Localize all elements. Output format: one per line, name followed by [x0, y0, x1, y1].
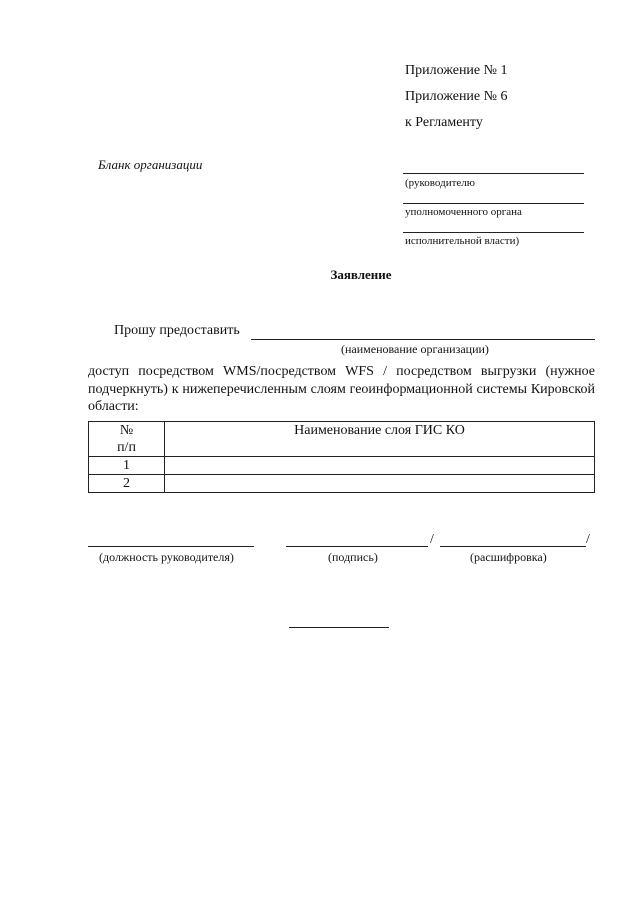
- to-regulation-label: к Регламенту: [405, 115, 483, 130]
- closing-separator: [289, 627, 389, 628]
- appendix-number-6: Приложение № 6: [405, 89, 508, 104]
- layers-table: [88, 421, 595, 493]
- position-label: (должность руководителя): [99, 550, 234, 564]
- slash-separator-1: /: [430, 532, 434, 547]
- decoding-line: [440, 546, 586, 547]
- table-row: [89, 475, 595, 493]
- col-number-line2: п/п: [117, 440, 136, 455]
- table-row: [89, 457, 595, 475]
- addressee-text-1: (руководителю: [405, 177, 475, 189]
- slash-separator-2: /: [586, 532, 590, 547]
- addressee-line-3: [403, 232, 584, 233]
- row-number: 2: [89, 475, 165, 493]
- org-name-hint: (наименование организации): [341, 342, 489, 356]
- col-number-header: [89, 422, 165, 457]
- addressee-line-2: [403, 203, 584, 204]
- row-number: 1: [89, 457, 165, 475]
- col-name-header: Наименование слоя ГИС КО: [165, 422, 595, 457]
- org-name-line: [251, 339, 595, 340]
- table-header-row: [89, 422, 595, 457]
- request-lead: Прошу предоставить: [114, 323, 240, 338]
- addressee-line-1: [403, 173, 584, 174]
- row-layer-name[interactable]: [165, 457, 595, 475]
- row-layer-name[interactable]: [165, 475, 595, 493]
- org-form-label: Бланк организации: [98, 157, 203, 172]
- decoding-label: (расшифровка): [470, 550, 547, 564]
- signature-line: [286, 546, 428, 547]
- appendix-number-1: Приложение № 1: [405, 63, 508, 78]
- col-number-line1: №: [119, 423, 134, 438]
- signature-label: (подпись): [328, 550, 378, 564]
- request-body: доступ посредством WMS/посредством WFS / посредством выгрузки (нужное подчеркнуть) к нижеперечисленным слоям геоинформационной системы Кировской области:: [88, 364, 595, 414]
- addressee-text-2: уполномоченного органа: [405, 206, 522, 218]
- position-line: [88, 546, 254, 547]
- addressee-text-3: исполнительной власти): [405, 235, 520, 247]
- document-title: Заявление: [330, 267, 392, 282]
